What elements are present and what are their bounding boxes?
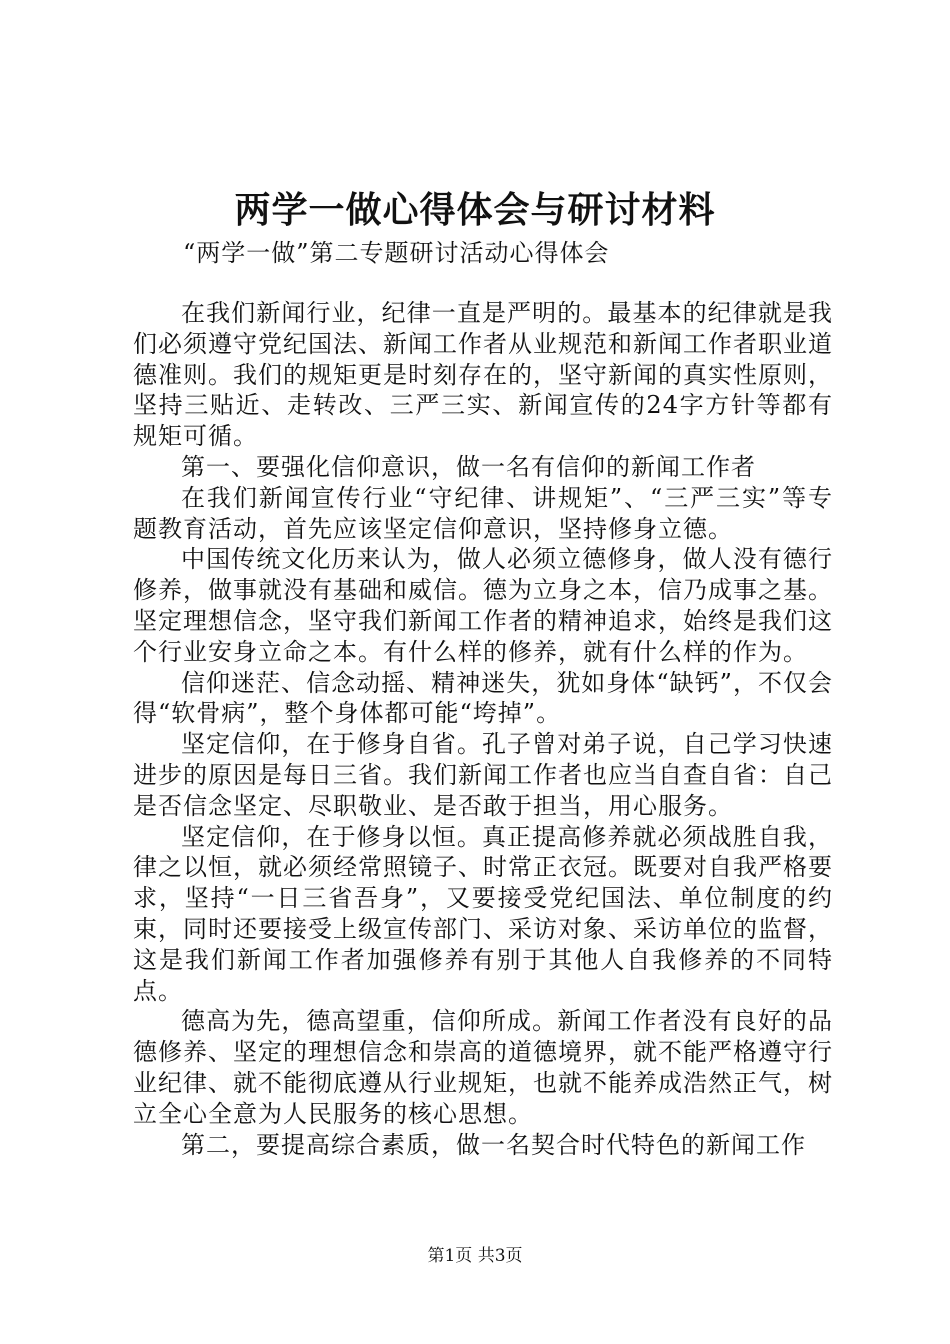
paragraph: 在我们新闻行业，纪律一直是严明的。最基本的纪律就是我们必须遵守党纪国法、新闻工作者从业规范和新闻工作者职业道德准则。我们的规矩更是时刻存在的，坚守新闻的真实性原则，坚持三贴近、走转改、三严三实、新闻宣传的24字方针等都有规矩可循。: [133, 299, 833, 451]
page-number-footer: 第1页 共3页: [427, 1246, 523, 1266]
paragraph: 坚定信仰，在于修身以恒。真正提高修养就必须战胜自我，律之以恒，就必须经常照镜子、时常正衣冠。既要对自我严格要求，坚持“一日三省吾身”，又要接受党纪国法、单位制度的约束，同时还要接受上级宣传部门、采访对象、采访单位的监督，这是我们新闻工作者加强修养有别于其他人自我修养的不同特点。: [133, 822, 833, 1005]
paragraph: 信仰迷茫、信念动摇、精神迷失，犹如身体“缺钙”，不仅会得“软骨病”，整个身体都可能“垮掉”。: [133, 668, 833, 728]
paragraph: 中国传统文化历来认为，做人必须立德修身，做人没有德行修养，做事就没有基础和威信。德为立身之本，信乃成事之基。坚定理想信念，坚守我们新闻工作者的精神追求，始终是我们这个行业安身立命之本。有什么样的修养，就有什么样的作为。: [133, 545, 833, 666]
paragraph: 在我们新闻宣传行业“守纪律、讲规矩”、“三严三实”等专题教育活动，首先应该坚定信仰意识，坚持修身立德。: [133, 483, 833, 543]
paragraph: 德高为先，德高望重，信仰所成。新闻工作者没有良好的品德修养、坚定的理想信念和崇高的道德境界，就不能严格遵守行业纪律、就不能彻底遵从行业规矩，也就不能养成浩然正气，树立全心全意为人民服务的核心思想。: [133, 1007, 833, 1128]
paragraph: 坚定信仰，在于修身自省。孔子曾对弟子说，自己学习快速进步的原因是每日三省。我们新闻工作者也应当自查自省：自己是否信念坚定、尽职敬业、是否敢于担当，用心服务。: [133, 730, 833, 820]
document-subtitle: “两学一做”第二专题研讨活动心得体会: [183, 239, 610, 267]
section-heading: 第二，要提高综合素质，做一名契合时代特色的新闻工作: [181, 1130, 806, 1159]
section-heading: 第一、要强化信仰意识，做一名有信仰的新闻工作者: [181, 452, 756, 481]
document-title: 两学一做心得体会与研讨材料: [234, 189, 716, 231]
document-body: [133, 298, 833, 1160]
